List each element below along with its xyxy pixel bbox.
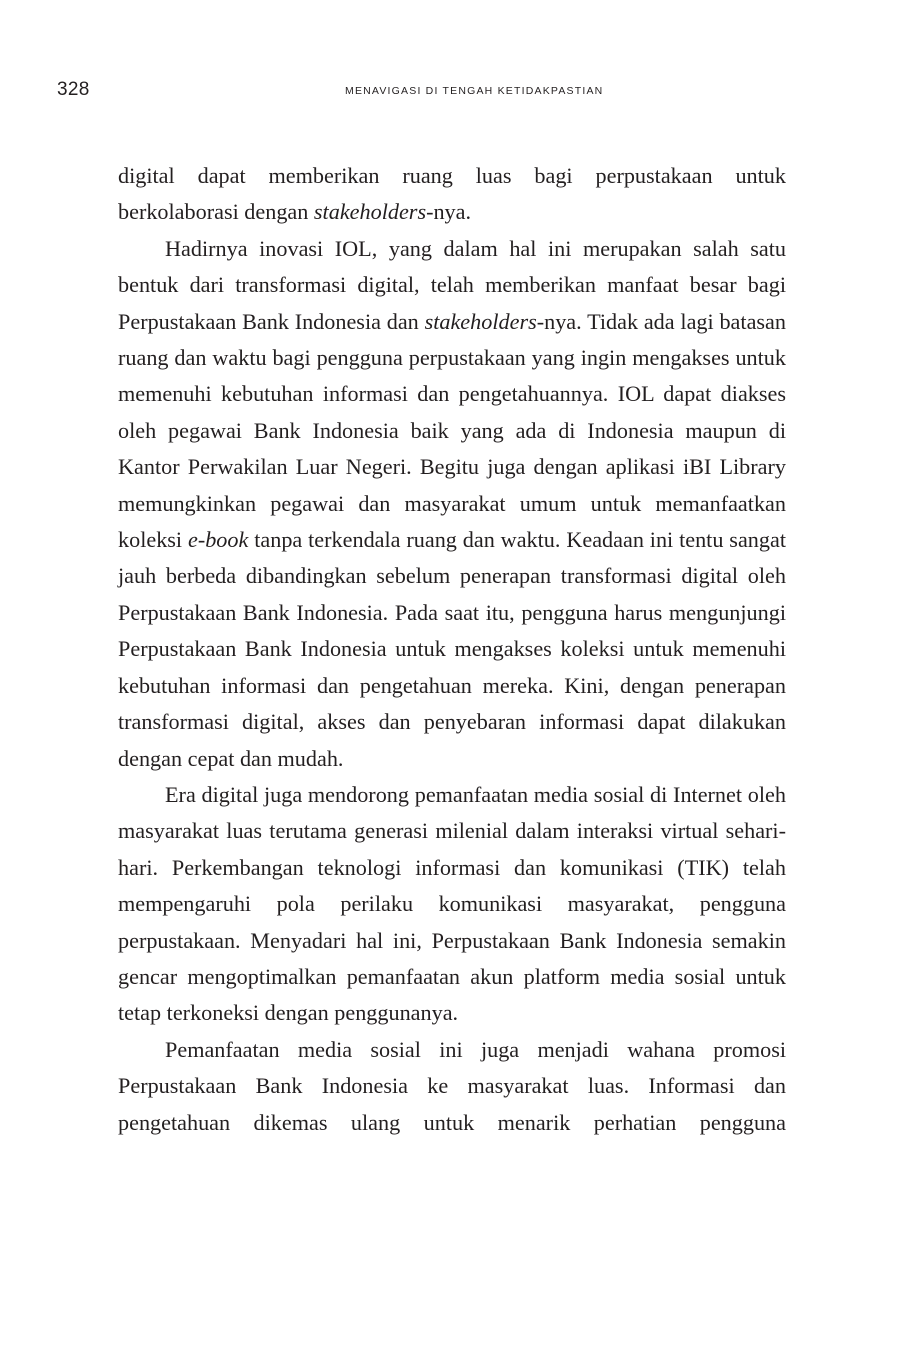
body-text — [118, 158, 786, 1141]
paragraph-2-text-c: tanpa terkendala ruang dan waktu. Keadaan ini tentu sangat jauh berbeda dibandingkan sebelum penerapan transformasi digital oleh Perpustakaan Bank Indonesia. Pada saat itu, pengguna harus mengunjungi Perpustakaan Bank Indonesia untuk mengakses koleksi untuk memenuhi kebutuhan informasi dan pengetahuan mereka. Kini, dengan penerapan transformasi digital, akses dan penyebaran informasi dapat dilakukan dengan cepat dan mudah. — [118, 527, 786, 771]
paragraph-4: Pemanfaatan media sosial ini juga menjadi wahana promosi Perpustakaan Bank Indonesia ke masyarakat luas. Informasi dan pengetahuan dikemas ulang untuk menarik perhatian pengguna — [118, 1036, 786, 1135]
paragraph-2-text-b: -nya. Tidak ada lagi batasan ruang dan waktu bagi pengguna perpustakaan yang ingin mengakses untuk memenuhi kebutuhan informasi dan pengetahuannya. IOL dapat diakses oleh pegawai Bank Indonesia baik yang ada di Indonesia maupun di Kantor Perwakilan Luar Negeri. Begitu juga dengan aplikasi iBI Library memungkinkan pegawai dan masyarakat umum untuk memanfaatkan koleksi — [118, 308, 786, 553]
paragraph-2 — [118, 231, 786, 777]
paragraph-1 — [118, 158, 786, 231]
paragraph-2-text-a: Hadirnya inovasi IOL, yang dalam hal ini merupakan salah satu bentuk dari transformasi digital, telah memberikan manfaat besar bagi Perpustakaan Bank Indonesia dan — [118, 235, 786, 334]
paragraph-2-italic-2: e-book — [187, 527, 249, 553]
running-header: MENAVIGASI DI TENGAH KETIDAKPASTIAN — [345, 85, 604, 97]
paragraph-3: Era digital juga mendorong pemanfaatan media sosial di Internet oleh masyarakat luas terutama generasi milenial dalam interaksi virtual sehari-hari. Perkembangan teknologi informasi dan komunikasi (TIK) telah mempengaruhi pola perilaku komunikasi masyarakat, pengguna perpustakaan. Menyadari hal ini, Perpustakaan Bank Indonesia semakin gencar mengoptimalkan pemanfaatan akun platform media sosial untuk tetap terkoneksi dengan penggunanya. — [118, 781, 786, 1026]
paragraph-1-text-b: -nya. — [426, 199, 472, 225]
page-number: 328 — [57, 79, 90, 100]
paragraph-1-text-a: digital dapat memberikan ruang luas bagi perpustakaan untuk berkolaborasi dengan — [118, 163, 786, 225]
paragraph-1-italic: stakeholders — [313, 199, 427, 225]
paragraph-2-italic-1: stakeholders — [424, 308, 537, 334]
